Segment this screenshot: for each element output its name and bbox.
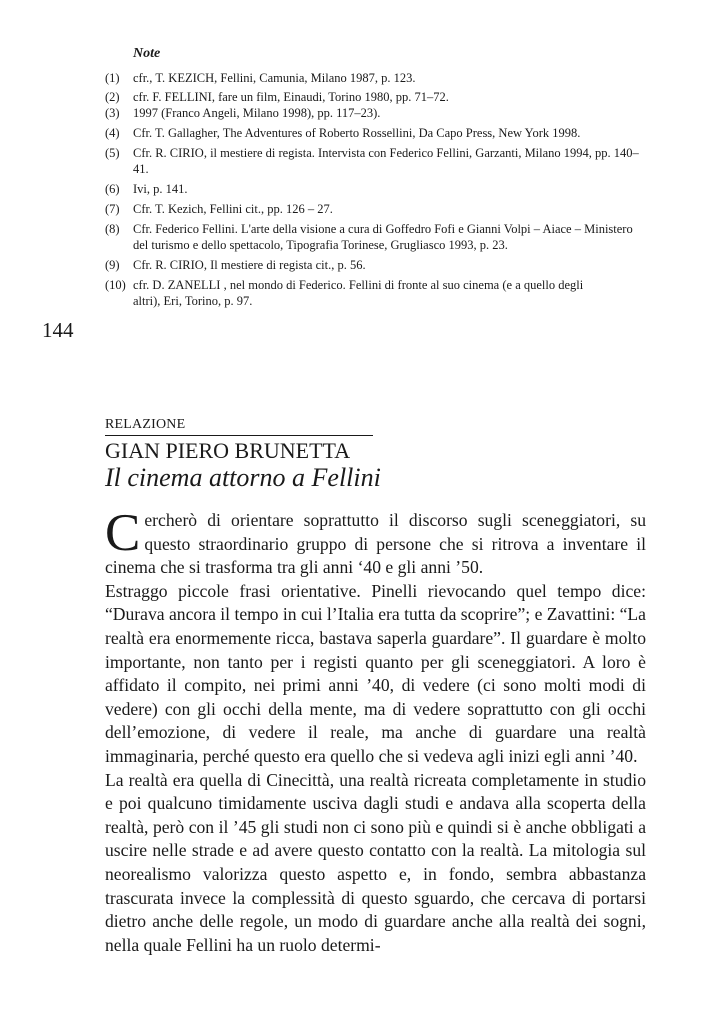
note-text: cfr., T. KEZICH, Fellini, Camunia, Milano 1987, p. 123. xyxy=(133,71,416,85)
note-item xyxy=(105,181,650,197)
note-number: (1) xyxy=(105,71,120,85)
note-text: Cfr. R. CIRIO, il mestiere di regista. Intervista con Federico Fellini, Garzanti, Milano 1994, pp. 140–41. xyxy=(133,146,639,176)
notes-heading: Note xyxy=(133,46,161,61)
section-label: RELAZIONE xyxy=(105,416,373,436)
paragraph xyxy=(105,504,646,580)
note-number: (6) xyxy=(105,182,120,196)
note-item xyxy=(105,257,650,273)
notes-list xyxy=(105,70,650,309)
note-number: (8) xyxy=(105,222,120,236)
note-item xyxy=(105,221,650,253)
note-number: (4) xyxy=(105,126,120,140)
note-item xyxy=(105,145,650,177)
article-author: GIAN PIERO BRUNETTA xyxy=(105,438,351,463)
note-text: Cfr. T. Kezich, Fellini cit., pp. 126 – 27. xyxy=(133,202,333,216)
note-text: cfr. D. ZANELLI , nel mondo di Federico. Fellini di fronte al suo cinema (e a quello degli altri), Eri, Torino, p. 97. xyxy=(133,278,584,308)
note-number: (3) xyxy=(105,106,120,120)
note-text: cfr. F. FELLINI, fare un film, Einaudi, Torino 1980, pp. 71–72. xyxy=(133,90,449,104)
note-number: (2) xyxy=(105,90,120,104)
paragraph: Estraggo piccole frasi orientative. Pinelli rievocando quel tempo dice: “Durava ancora il tempo in cui l’Italia era tutta da scoprire”; e Zavattini: “La realtà era enormemente ricca, bastava saperla guardare”. Il guardare è molto importante, non tanto per i registi quanto per gli sceneggiatori. A loro è affidato il compito, nei primi anni ’40, di vedere (ci sono molti modi di vedere) con gli occhi della mente, ma di vedere soprattutto con gli occhi dell’emozione, di vedere il reale, ma anche di guardare una realtà immaginaria, perché questo era quello che si vedeva agli inizi egli anni ’40. xyxy=(105,580,646,766)
note-text: 1997 (Franco Angeli, Milano 1998), pp. 117–23). xyxy=(133,106,381,120)
note-text: Ivi, p. 141. xyxy=(133,182,188,196)
note-item xyxy=(105,70,650,86)
note-number: (9) xyxy=(105,258,120,272)
note-item xyxy=(105,89,650,105)
note-number: (7) xyxy=(105,202,120,216)
note-number: (5) xyxy=(105,146,120,160)
note-item xyxy=(105,277,650,309)
note-text: Cfr. Federico Fellini. L'arte della visione a cura di Goffedro Fofi e Gianni Volpi – Aiace – Ministero del turismo e dello spettacolo, Tipografia Torinese, Grugliasco 1993, p. 23. xyxy=(133,222,633,252)
note-text: Cfr. T. Gallagher, The Adventures of Roberto Rossellini, Da Capo Press, New York 1998. xyxy=(133,126,581,140)
note-item xyxy=(105,201,650,217)
drop-cap: C xyxy=(105,504,141,562)
note-text: Cfr. R. CIRIO, Il mestiere di regista cit., p. 56. xyxy=(133,258,366,272)
paragraph-text: ercherò di orientare soprattutto il discorso sugli sceneggiatori, su questo straordinario gruppo di persone che si ritrova a inventare il cinema che si trasforma tra gli anni ‘40 e gli anni ’50. xyxy=(105,510,646,578)
article-title: Il cinema attorno a Fellini xyxy=(105,463,381,492)
note-item xyxy=(105,125,650,141)
note-item xyxy=(105,105,650,121)
paragraph: La realtà era quella di Cinecittà, una realtà ricreata completamente in studio e poi qualcuno timidamente usciva dagli studi e andava alla scoperta della realtà, però con il ’45 gli studi non ci sono più e quindi si è anche obbligati a uscire nelle strade e ad avere questo contatto con la realtà. La mitologia sul neorealismo valorizza questo aspetto e, in fondo, sembra abbastanza trascurata invece la complessità di questo sguardo, che cercava di portarsi dietro anche delle regole, un modo di guardare anche alla realtà dei sogni, nella quale Fellini ha un ruolo determi- xyxy=(105,769,646,955)
page-number: 144 xyxy=(42,318,74,342)
note-number: (10) xyxy=(105,278,126,292)
article-body xyxy=(105,504,646,957)
